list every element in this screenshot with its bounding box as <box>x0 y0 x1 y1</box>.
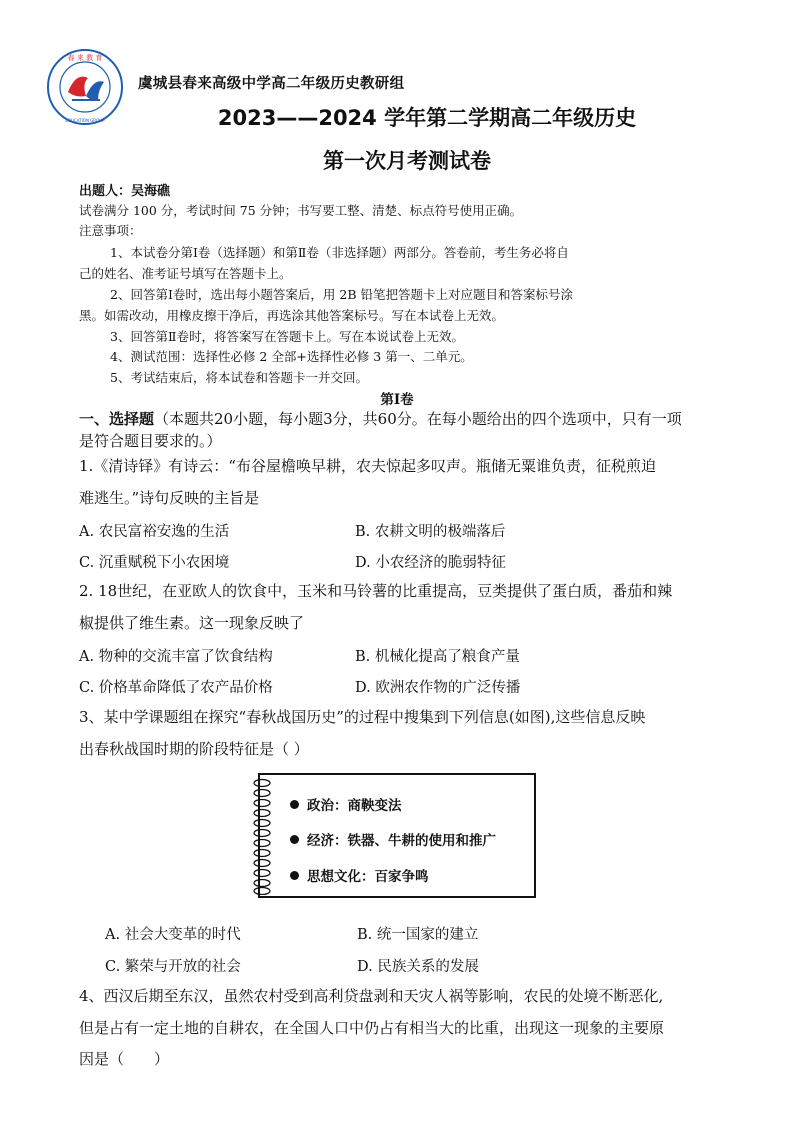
notebook-item-politics: 政治：商鞅变法 <box>290 794 402 814</box>
note-line: 2、回答第Ⅰ卷时，选出每小题答案后，用 2B 铅笔把答题卡上对应题目和答案标号涂 <box>110 287 573 302</box>
question-text: 但是占有一定土地的自耕农，在全国人口中仍占有相当大的比重，出现这一现象的主要原 <box>79 1019 665 1037</box>
part-desc: （本题共20小题，每小题3分，共60分。在每小题给出的四个选项中，只有一项 <box>154 410 682 428</box>
option-a: A. 物种的交流丰富了饮食结构 <box>79 649 273 665</box>
notebook-item-economy: 经济：铁器、牛耕的使用和推广 <box>290 829 496 849</box>
exam-title-line2: 第一次月考测试卷 <box>323 149 491 173</box>
option-b: B. 机械化提高了粮食产量 <box>355 649 520 665</box>
question-text: 出春秋战国时期的阶段特征是（ ） <box>79 740 309 758</box>
svg-text:EDUCATION GROUP: EDUCATION GROUP <box>65 118 105 123</box>
option-c: C. 沉重赋税下小农困境 <box>79 555 230 571</box>
note-line: 4、测试范围：选择性必修 2 全部+选择性必修 3 第一、二单元。 <box>110 349 473 364</box>
bullet-icon <box>290 871 299 880</box>
option-d: D. 小农经济的脆弱特征 <box>355 555 506 571</box>
note-line: 5、考试结束后，将本试卷和答题卡一并交回。 <box>110 370 368 385</box>
option-b: B. 农耕文明的极端落后 <box>355 524 506 540</box>
spiral-binding-icon <box>250 777 274 895</box>
note-line: 己的姓名、准考证号填写在答题卡上。 <box>79 266 292 281</box>
option-b: B. 统一国家的建立 <box>357 927 479 943</box>
exam-title-line1: 2023——2024 学年第二学期高二年级历史 <box>217 106 637 130</box>
option-c: C. 价格革命降低了农产品价格 <box>79 680 273 696</box>
notebook-figure <box>258 773 536 898</box>
option-c: C. 繁荣与开放的社会 <box>105 959 241 975</box>
bullet-icon <box>290 800 299 809</box>
author: 出题人：吴海礁 <box>79 184 171 199</box>
option-d: D. 欧洲农作物的广泛传播 <box>355 680 521 696</box>
school-name: 虞城县春来高级中学高二年级历史教研组 <box>138 76 405 92</box>
note-line: 3、回答第Ⅱ卷时，将答案写在答题卡上。写在本说试卷上无效。 <box>110 329 464 344</box>
note-line: 试卷满分 100 分，考试时间 75 分钟；书写要工整、清楚、标点符号使用正确。 <box>79 203 523 218</box>
question-text: 3、某中学课题组在探究“春秋战国历史”的过程中搜集到下列信息(如图),这些信息反映 <box>79 708 646 726</box>
bullet-icon <box>290 835 299 844</box>
note-line: 黑。如需改动，用橡皮擦干净后，再选涂其他答案标号。写在本试卷上无效。 <box>79 308 505 323</box>
question-text: 2. 18世纪，在亚欧人的饮食中，玉米和马铃薯的比重提高，豆类提供了蛋白质，番茄和辣 <box>79 582 673 600</box>
question-text: 难逃生。”诗句反映的主旨是 <box>79 489 260 507</box>
question-text: 4、西汉后期至东汉，虽然农村受到高利贷盘剥和天灾人祸等影响，农民的处境不断恶化, <box>79 987 664 1005</box>
option-a: A. 农民富裕安逸的生活 <box>79 524 230 540</box>
question-text: 椒提供了维生素。这一现象反映了 <box>79 614 305 632</box>
option-d: D. 民族关系的发展 <box>357 959 479 975</box>
note-line: 1、本试卷分第Ⅰ卷（选择题）和第Ⅱ卷（非选择题）两部分。答卷前，考生务必将自 <box>110 245 569 260</box>
option-a: A. 社会大变革的时代 <box>105 927 241 943</box>
svg-text:春 来 教 育: 春 来 教 育 <box>67 54 103 62</box>
part-desc-cont: 是符合题目要求的。） <box>79 432 222 450</box>
part-label: 一、选择题 <box>79 410 155 428</box>
part-heading <box>79 408 682 430</box>
section-title: 第Ⅰ卷 <box>380 392 414 408</box>
question-text: 因是（ ） <box>79 1050 170 1068</box>
note-line: 注意事项： <box>79 223 142 238</box>
question-text: 1.《清诗铎》有诗云：“布谷屋檐唤早耕，农夫惊起多叹声。瓶储无粟谁负责，征税煎迫 <box>79 457 656 475</box>
notebook-item-culture: 思想文化：百家争鸣 <box>290 865 429 885</box>
